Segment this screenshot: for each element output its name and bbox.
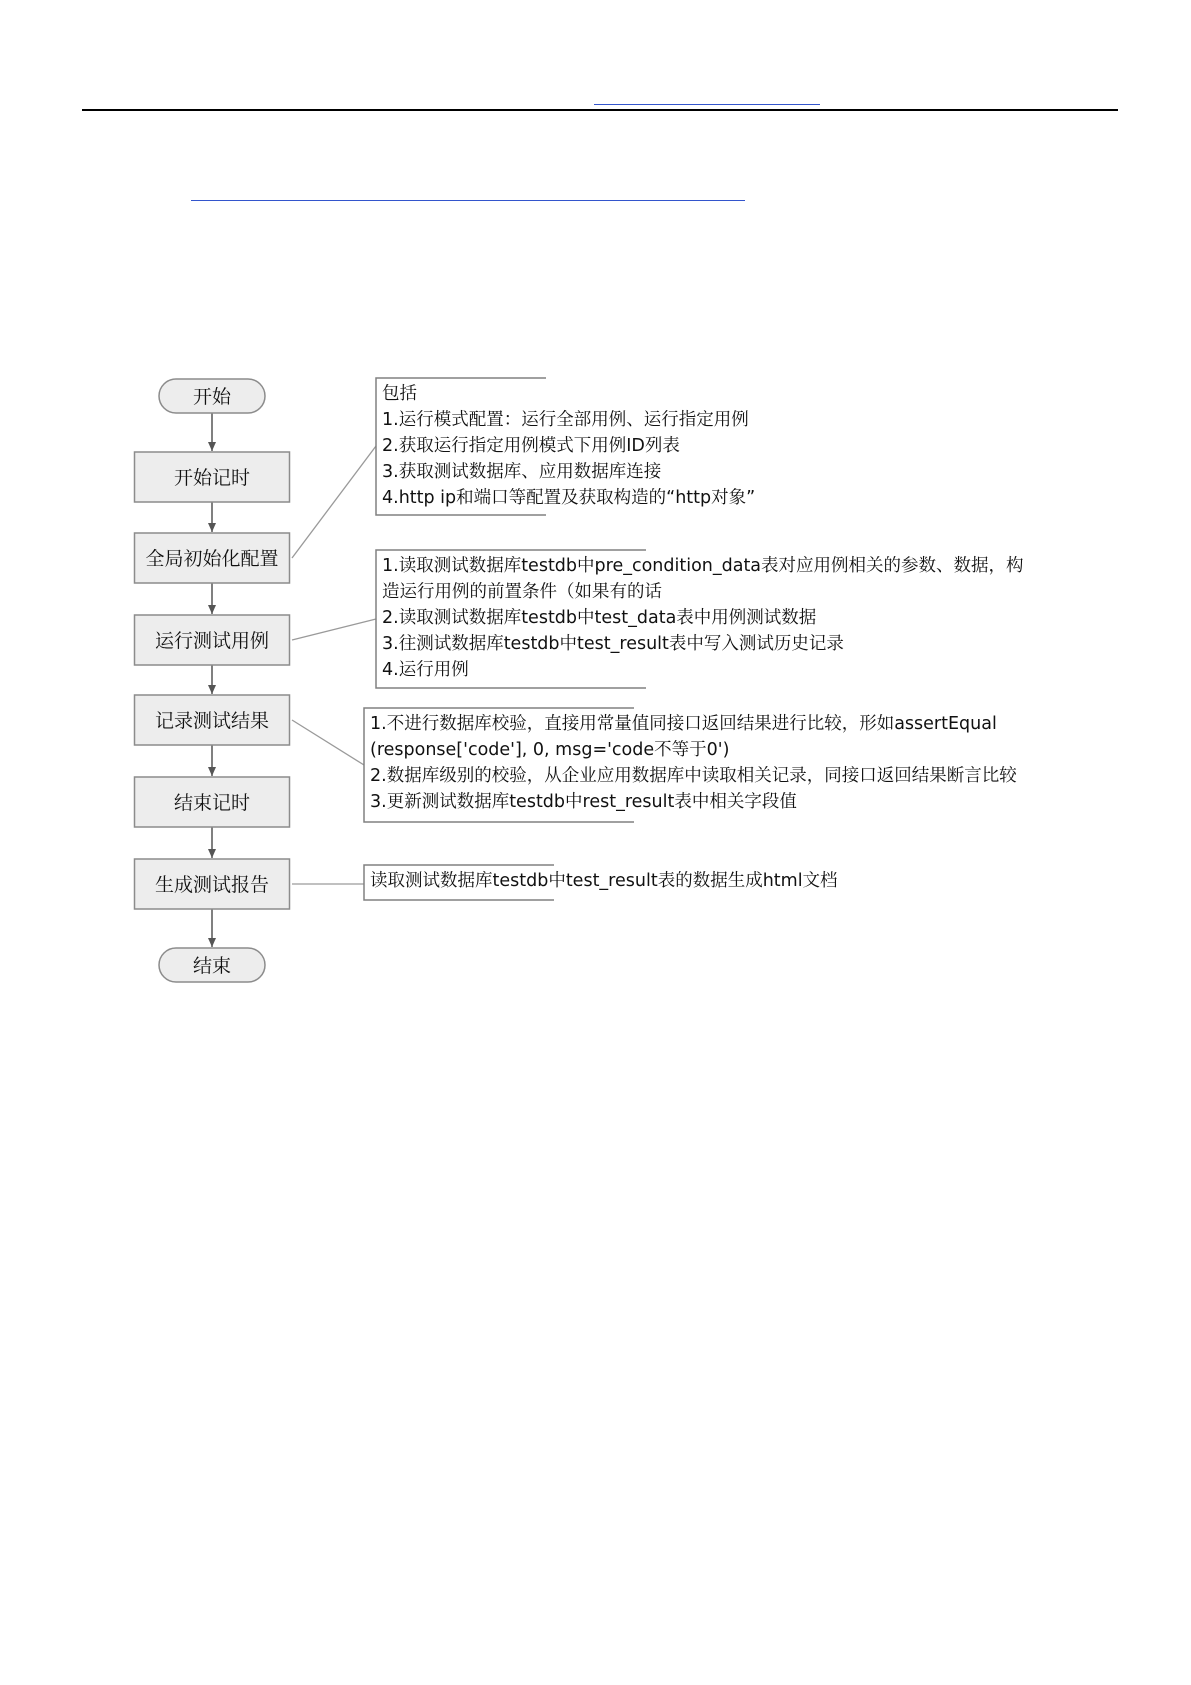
node-timer-end [135,777,290,827]
node-label: 运行测试用例 [154,630,270,652]
annotation-line: 1.读取测试数据库testdb中pre_condition_data表对应用例相关的参数、数据，构 [382,556,1024,576]
node-label: 结束记时 [173,792,251,814]
node-global-init [135,533,290,583]
annotation-line: 1.不进行数据库校验，直接用常量值同接口返回结果进行比较，形如assertEqual [370,714,997,734]
node-label: 全局初始化配置 [145,548,279,570]
node-label: 生成测试报告 [154,874,270,896]
node-run-cases [135,615,290,665]
node-timer-start [135,452,290,502]
annotation-line: 2.数据库级别的校验，从企业应用数据库中读取相关记录，同接口返回结果断言比较 [370,766,1017,786]
annotation-connector-record-results [292,720,364,765]
note-record-results [364,708,1017,822]
node-label: 记录测试结果 [154,710,270,732]
annotation-line: 4.http ip和端口等配置及获取构造的“http对象” [382,488,756,508]
node-label: 开始 [192,386,232,408]
annotation-line: 2.读取测试数据库testdb中test_data表中用例测试数据 [382,608,817,628]
annotation-line: 包括 [382,384,417,404]
annotation-line: (response['code'], 0, msg='code不等于0') [370,740,730,760]
note-global-init [376,378,755,515]
node-record-results [135,695,290,745]
annotation-line: 3.更新测试数据库testdb中rest_result表中相关字段值 [370,792,797,812]
annotation-line: 4.运行用例 [382,660,469,680]
annotation-connector-global-init [292,446,376,558]
annotation-line: 2.获取运行指定用例模式下用例ID列表 [382,436,680,456]
notes-layer [364,378,1024,900]
annotation-connector-run-cases [292,619,376,640]
note-gen-report [364,865,838,900]
annotation-line: 1.运行模式配置：运行全部用例、运行指定用例 [382,410,749,430]
annotation-line: 造运行用例的前置条件（如果有的话 [382,582,662,602]
node-label: 开始记时 [173,467,251,489]
annotation-line: 3.往测试数据库testdb中test_result表中写入测试历史记录 [382,634,844,654]
annotation-line: 读取测试数据库testdb中test_result表的数据生成html文档 [370,871,838,891]
node-gen-report [135,859,290,909]
node-end [159,948,265,982]
node-label: 结束 [192,955,232,977]
note-run-cases [376,550,1024,688]
node-start [159,379,265,413]
annotation-line: 3.获取测试数据库、应用数据库连接 [382,462,662,482]
